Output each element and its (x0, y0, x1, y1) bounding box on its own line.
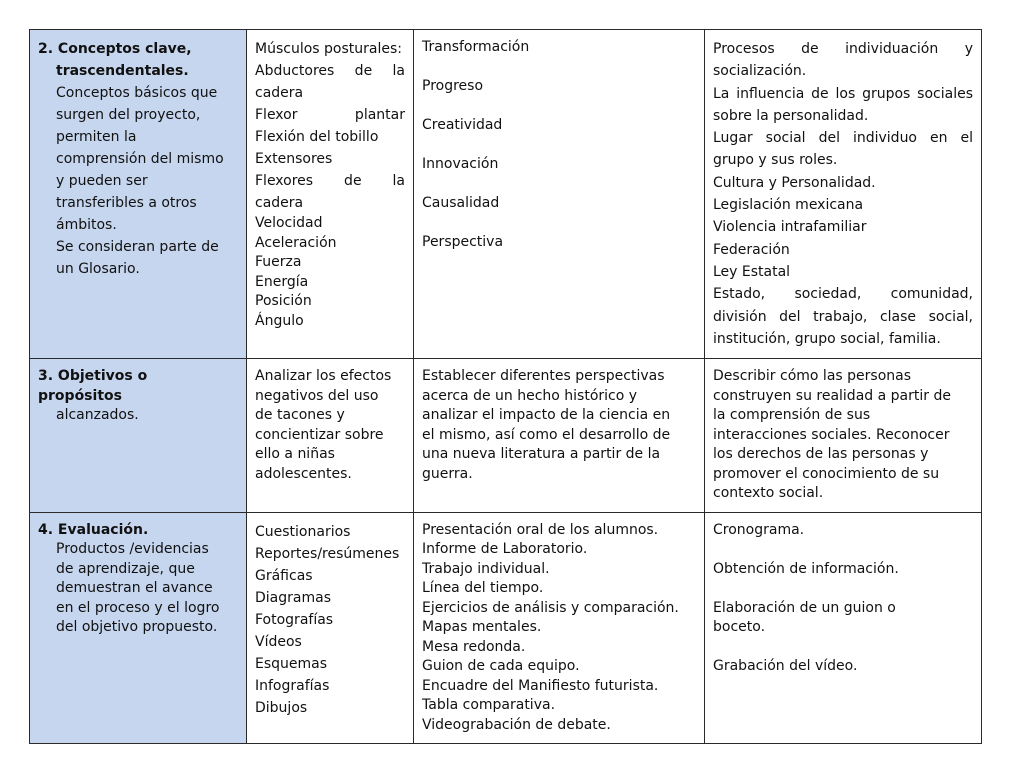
cell-line: Encuadre del Manifiesto futurista. (422, 677, 659, 694)
row-description-line: alcanzados. (56, 407, 139, 424)
cell-line: Elaboración de un guion o (713, 599, 896, 616)
cell-evaluacion-col3 (414, 512, 705, 744)
cell-line: Lugar social del individuo en el (713, 130, 973, 147)
table-row-evaluacion (30, 512, 982, 744)
cell-line: Mapas mentales. (422, 619, 542, 636)
cell-line: Trabajo individual. (422, 560, 550, 577)
cell-line: Músculos posturales: (255, 41, 402, 57)
row-description-line: del objetivo propuesto. (56, 619, 218, 636)
cell-line: Flexor plantar (255, 107, 405, 123)
cell-line: el mismo, así como el desarrollo de (422, 426, 671, 443)
cell-line: Línea del tiempo. (422, 580, 544, 597)
row-header-conceptos (30, 30, 247, 359)
cell-line: los derechos de las personas y (713, 446, 929, 463)
cell-line: boceto. (713, 619, 766, 636)
cell-line: la comprensión de sus (713, 407, 871, 424)
cell-line: concientizar sobre (255, 426, 384, 443)
cell-line: acerca de un hecho histórico y (422, 387, 638, 404)
cell-line: cadera (255, 85, 304, 101)
row-description-line: comprensión del mismo (56, 151, 224, 167)
cell-line: Ángulo (255, 312, 304, 329)
cell-conceptos-col4 (705, 30, 982, 359)
cell-line: Establecer diferentes perspectivas (422, 368, 665, 385)
cell-line: Guion de cada equipo. (422, 658, 580, 675)
cell-objetivos-col3 (414, 359, 705, 513)
cell-line: Flexión del tobillo (255, 129, 379, 145)
cell-line: socialización. (713, 63, 807, 80)
cell-line: promover el conocimiento de su (713, 465, 940, 482)
row-description-line: transferibles a otros (56, 195, 197, 211)
row-header-objetivos (30, 359, 247, 513)
cell-line: Cultura y Personalidad. (713, 174, 876, 191)
cell-line: una nueva literatura a partir de la (422, 446, 661, 463)
row-description-line: surgen del proyecto, (56, 107, 201, 123)
cell-line: Innovación (422, 156, 499, 172)
cell-evaluacion-col2 (247, 512, 414, 744)
row-description-line: demuestran el avance (56, 580, 213, 597)
cell-line: interacciones sociales. Reconocer (713, 426, 950, 443)
cell-line: Dibujos (255, 699, 308, 716)
cell-line: Tabla comparativa. (422, 697, 556, 714)
cell-line: Procesos de individuación y (713, 41, 973, 57)
row-description-line: Se consideran parte de (56, 239, 219, 255)
cell-line: Ley Estatal (713, 263, 791, 280)
row-heading-continued: trascendentales. (56, 63, 189, 79)
cell-line: analizar el impacto de la ciencia en (422, 407, 671, 424)
cell-line: Creatividad (422, 117, 503, 133)
row-heading: 3. Objetivos o propósitos (38, 368, 148, 404)
cell-line: adolescentes. (255, 465, 352, 482)
cell-line: Posición (255, 293, 312, 309)
cell-line: Presentación oral de los alumnos. (422, 521, 659, 538)
cell-line: Describir cómo las personas (713, 368, 912, 385)
cell-line: Extensores (255, 151, 333, 167)
cell-line: Reportes/resúmenes (255, 545, 400, 562)
cell-line: Diagramas (255, 589, 331, 606)
cell-line: Perspectiva (422, 234, 504, 250)
cell-line: división del trabajo, clase social, (713, 308, 973, 325)
cell-line: Fuerza (255, 254, 302, 270)
cell-line: negativos del uso (255, 387, 379, 404)
cell-line: Mesa redonda. (422, 638, 526, 655)
cell-conceptos-col2 (247, 30, 414, 359)
cell-line: Violencia intrafamiliar (713, 219, 867, 236)
cell-line: Progreso (422, 78, 484, 94)
cell-line: La influencia de los grupos sociales (713, 85, 973, 102)
cell-line: ello a niñas (255, 446, 335, 463)
cell-line: Grabación del vídeo. (713, 658, 858, 675)
cell-line: Fotografías (255, 611, 334, 628)
row-description-line: de aprendizaje, que (56, 560, 195, 577)
cell-line: Aceleración (255, 234, 337, 251)
cell-conceptos-col3 (414, 30, 705, 359)
row-description-line: un Glosario. (56, 261, 140, 277)
cell-line: Videograbación de debate. (422, 716, 611, 733)
row-heading: 4. Evaluación. (38, 521, 149, 538)
cell-objetivos-col2 (247, 359, 414, 513)
cell-line: de tacones y (255, 407, 345, 424)
cell-line: grupo y sus roles. (713, 152, 838, 169)
cell-line: Gráficas (255, 567, 313, 584)
cell-line: contexto social. (713, 485, 824, 502)
row-description-line: en el proceso y el logro (56, 599, 220, 616)
cell-evaluacion-col4 (705, 512, 982, 744)
cell-line: Abductores de la (255, 63, 405, 79)
table-row-conceptos (30, 30, 982, 359)
cell-line: sobre la personalidad. (713, 107, 869, 124)
row-header-evaluacion (30, 512, 247, 744)
cell-line: Infografías (255, 677, 330, 694)
cell-line: Cronograma. (713, 521, 805, 538)
cell-line: Energía (255, 273, 309, 290)
cell-line: Estado, sociedad, comunidad, (713, 286, 973, 303)
cell-line: Informe de Laboratorio. (422, 541, 588, 558)
cell-line: Cuestionarios (255, 523, 351, 540)
cell-line: construyen su realidad a partir de (713, 387, 951, 404)
cell-line: Federación (713, 241, 790, 258)
cell-line: Ejercicios de análisis y comparación. (422, 599, 679, 616)
row-description-line: y pueden ser (56, 173, 148, 189)
cell-objetivos-col4 (705, 359, 982, 513)
row-description-line: Conceptos básicos que (56, 85, 218, 101)
row-description-line: permiten la (56, 129, 137, 145)
cell-line: Vídeos (255, 633, 302, 650)
cell-line: Flexores de la (255, 173, 405, 189)
row-description-line: Productos /evidencias (56, 541, 209, 558)
cell-line: Analizar los efectos (255, 368, 392, 385)
cell-line: Legislación mexicana (713, 197, 864, 214)
cell-line: Velocidad (255, 215, 323, 231)
cell-line: Obtención de información. (713, 560, 899, 577)
cell-line: Transformación (422, 39, 530, 55)
cell-line: cadera (255, 195, 304, 211)
row-description-line: ámbitos. (56, 217, 117, 233)
row-heading: 2. Conceptos clave, (38, 41, 192, 57)
table-row-objetivos (30, 359, 982, 513)
cell-line: Esquemas (255, 655, 328, 672)
planning-table (29, 29, 982, 744)
cell-line: Causalidad (422, 195, 500, 211)
cell-line: institución, grupo social, familia. (713, 330, 941, 347)
cell-line: guerra. (422, 465, 473, 482)
